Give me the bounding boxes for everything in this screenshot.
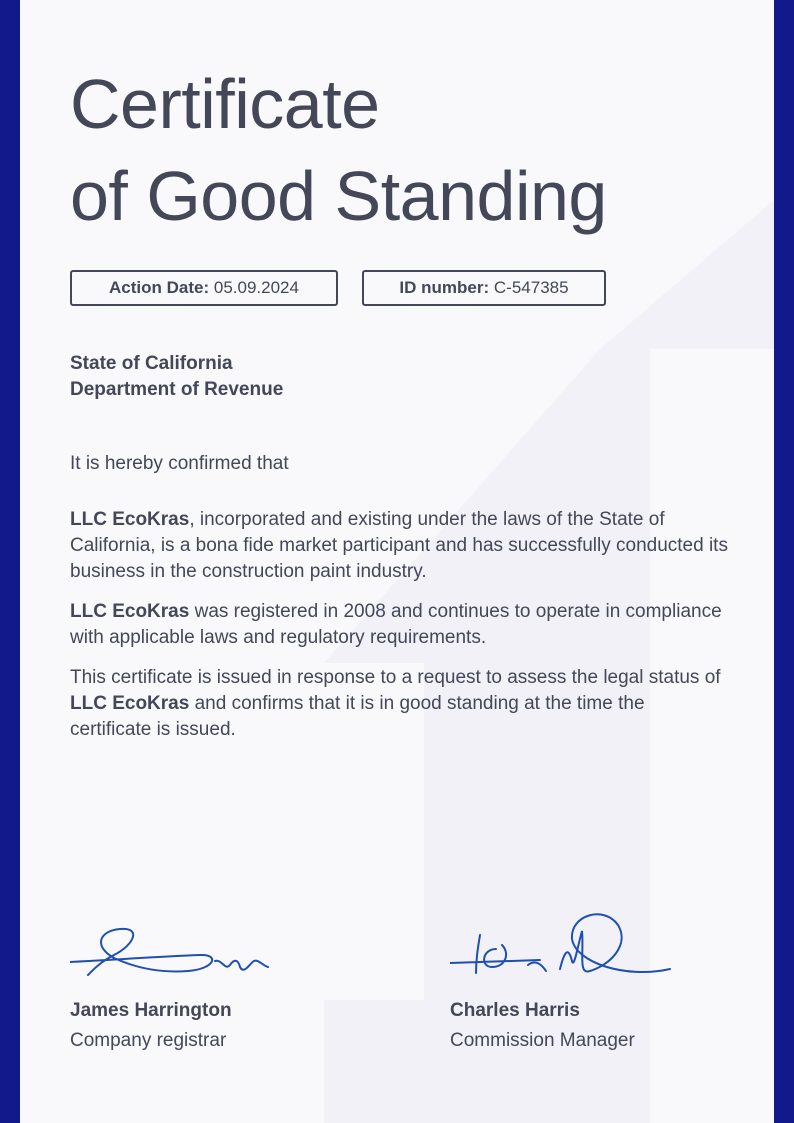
certificate-page xyxy=(20,0,774,1123)
action-date-value: 05.09.2024 xyxy=(213,278,299,297)
company-name: LLC EcoKras xyxy=(70,509,190,530)
signatory-role: Commission Manager xyxy=(450,1030,635,1051)
issuer-block xyxy=(70,351,283,403)
id-number-label: ID number: xyxy=(399,278,490,297)
title-line-2: of Good Standing xyxy=(70,157,607,235)
paragraph-3-start: This certificate is issued in response to a request to assess the legal status of xyxy=(70,667,721,688)
signature-charles-harris xyxy=(450,905,690,985)
paragraph-1-text: , incorporated and existing under the laws of the State of California, is a bona fide market participant and has successfully conducted its business in the construction paint industry. xyxy=(70,509,728,582)
paragraph-2-text: was registered in 2008 and continues to operate in compliance with applicable laws and regulatory requirements. xyxy=(70,601,722,648)
company-name: LLC EcoKras xyxy=(70,693,190,714)
signatory-role: Company registrar xyxy=(70,1030,227,1051)
intro-text: It is hereby confirmed that xyxy=(70,453,289,474)
paragraph-3-end: and confirms that it is in good standing at the time the certificate is issued. xyxy=(70,693,645,740)
company-name: LLC EcoKras xyxy=(70,601,190,622)
id-number-value: C-547385 xyxy=(493,278,569,297)
certificate-title xyxy=(70,58,607,242)
issuer-state: State of California xyxy=(70,353,233,374)
signatory-name: Charles Harris xyxy=(450,1000,580,1021)
signature-block-manager xyxy=(450,905,750,1051)
signature-james-harrington xyxy=(70,905,280,985)
signature-block-registrar xyxy=(70,905,370,1051)
action-date-label: Action Date: xyxy=(109,278,210,297)
signatory-name: James Harrington xyxy=(70,1000,232,1021)
paragraph-2 xyxy=(70,599,730,651)
issuer-department: Department of Revenue xyxy=(70,379,284,400)
certificate-body xyxy=(70,507,730,757)
action-date-box xyxy=(70,270,338,306)
paragraph-3 xyxy=(70,665,730,743)
title-line-1: Certificate xyxy=(70,65,380,143)
id-number-box xyxy=(362,270,606,306)
paragraph-1 xyxy=(70,507,730,585)
